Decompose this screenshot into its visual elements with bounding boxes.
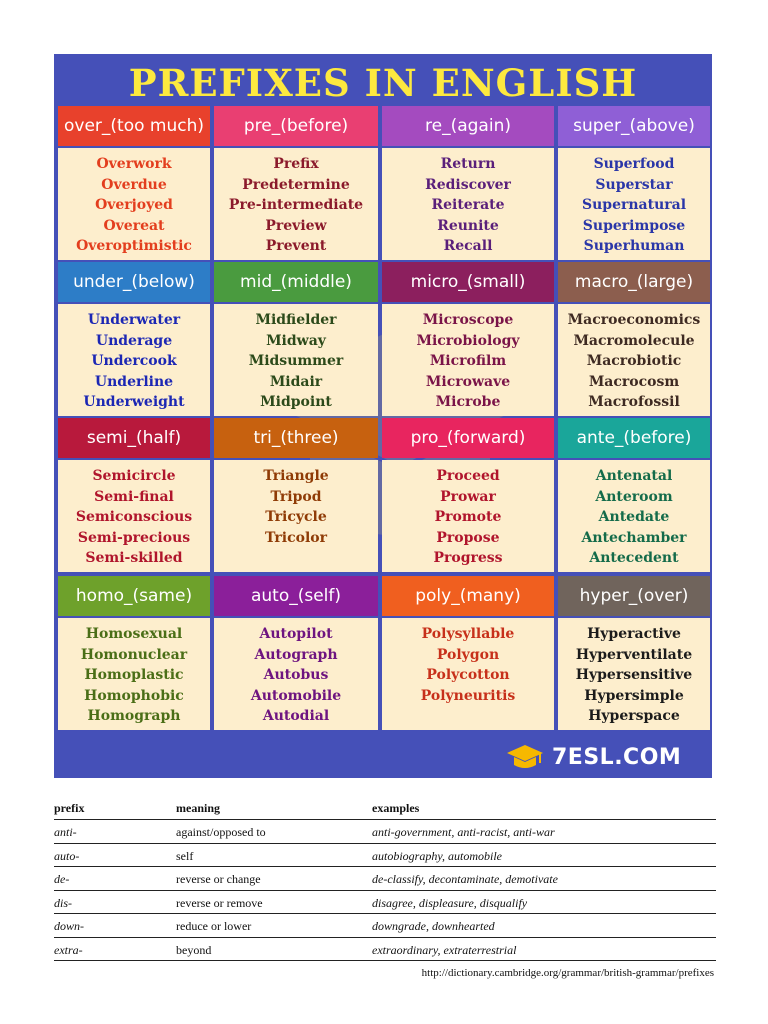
example-word: Semi-skilled [85,550,183,566]
prefix-header: hyper_(over) [558,576,710,616]
prefix-header: under_(below) [58,262,210,302]
example-word: Midsummer [248,353,344,369]
example-word: Rediscover [425,176,511,193]
example-word: Hypersimple [584,687,684,704]
example-word: Macrofossil [588,394,680,410]
prefix-header: poly_(many) [382,576,554,616]
example-word: Supernatural [581,197,687,213]
example-word: Microwave [425,373,511,390]
example-word: Macromolecule [573,332,695,349]
example-word: Homophobic [84,687,184,704]
example-word: Triangle [263,468,329,484]
examples-cell: anti-government, anti-racist, anti-war [372,825,555,839]
example-word: Homograph [87,708,181,724]
prefix-cell: de- [54,872,70,886]
example-word: Propose [436,529,500,546]
example-word: Polycotton [426,667,510,683]
prefix-header: micro_(small) [382,262,554,302]
example-word: Overoptimistic [76,238,192,254]
example-word: Tricycle [265,509,327,525]
example-words-panel [58,304,210,416]
table-row [54,844,716,868]
example-word: Autograph [254,646,338,663]
table-row [54,914,716,938]
example-word: Overjoyed [95,197,173,213]
example-word: Overeat [103,217,165,234]
example-word: Recall [443,238,493,254]
example-words-panel [58,618,210,730]
examples-cell: de-classify, decontaminate, demotivate [372,872,558,886]
prefix-header: macro_(large) [558,262,710,302]
example-word: Antecedent [589,550,679,566]
prefix-header: mid_(middle) [214,262,378,302]
example-words-panel [382,304,554,416]
example-word: Reunite [437,217,499,234]
example-word: Superfood [593,156,675,172]
example-word: Progress [433,550,503,566]
table-header-row [54,796,716,820]
example-words-panel [214,148,378,260]
meaning-cell: against/opposed to [176,825,266,839]
example-word: Macrocosm [588,373,680,390]
example-word: Microbiology [416,332,520,349]
example-word: Semicircle [92,468,176,484]
column-header-meaning: meaning [176,801,221,815]
example-word: Overdue [101,176,167,193]
example-word: Superimpose [582,217,686,234]
prefix-cell: down- [54,919,84,933]
example-word: Tricolor [265,529,327,546]
example-word: Antechamber [581,529,687,546]
example-words-panel [558,148,710,260]
example-word: Macroeconomics [567,312,701,328]
table-row [54,891,716,915]
example-words-panel [382,148,554,260]
example-word: Polygon [436,646,500,663]
example-word: Overwork [96,156,172,172]
example-word: Antenatal [595,468,673,484]
example-word: Midway [266,332,326,349]
example-word: Midfielder [255,312,337,328]
brand-logo[interactable] [506,742,696,772]
example-word: Reiterate [431,197,505,213]
prefix-header: pro_(forward) [382,418,554,458]
column-header-examples: examples [372,801,420,815]
prefix-header: auto_(self) [214,576,378,616]
examples-cell: extraordinary, extraterrestrial [372,942,517,957]
example-word: Hyperspace [588,708,680,724]
example-word: Prevent [265,238,327,254]
prefix-header: semi_(half) [58,418,210,458]
example-word: Polysyllable [421,626,515,642]
prefix-poster [54,54,712,778]
poster-title: PREFIXES IN ENGLISH [128,61,638,105]
example-word: Prowar [440,488,496,505]
meaning-cell: self [176,848,194,863]
example-word: Predetermine [242,176,350,193]
prefix-cell: anti- [54,825,77,839]
example-word: Promote [434,509,502,525]
prefix-reference-table [54,796,716,961]
source-link[interactable]: http://dictionary.cambridge.org/grammar/british-grammar/prefixes [421,967,714,979]
prefix-header: super_(above) [558,106,710,146]
example-word: Underline [94,373,174,390]
graduation-cap-icon [506,743,544,771]
example-word: Hyperventilate [575,646,693,663]
example-word: Autodial [262,708,330,724]
examples-cell: autobiography, automobile [372,848,502,863]
example-word: Return [440,156,496,172]
examples-cell: downgrade, downhearted [372,919,495,933]
example-word: Semiconscious [75,509,193,525]
prefix-header: pre_(before) [214,106,378,146]
prefix-header: re_(again) [382,106,554,146]
example-word: Midpoint [260,394,332,410]
example-words-panel [214,304,378,416]
table-row [54,820,716,844]
example-word: Superhuman [583,238,685,254]
example-word: Homoplastic [84,667,184,683]
example-word: Autobus [263,667,329,683]
example-word: Midair [269,373,323,390]
example-word: Hypersensitive [575,667,693,683]
example-word: Autopilot [259,626,333,642]
example-word: Microscope [422,312,514,328]
example-word: Polyneuritis [420,687,516,704]
examples-cell: disagree, displeasure, disqualify [372,895,528,910]
table-row [54,867,716,891]
example-word: Underwater [87,312,181,328]
example-word: Preview [265,217,327,234]
example-word: Automobile [250,687,342,704]
prefix-cell: extra- [54,942,83,957]
example-word: Semi-final [94,488,174,505]
example-words-panel [558,618,710,730]
example-word: Homonuclear [80,646,188,663]
example-words-panel [214,618,378,730]
example-word: Antedate [598,509,670,525]
example-word: Prefix [273,156,319,172]
example-word: Semi-precious [77,529,191,546]
example-words-panel [382,618,554,730]
table-row [54,938,716,962]
meaning-cell: reverse or change [176,872,261,886]
example-words-panel [58,460,210,572]
example-word: Anteroom [595,488,673,505]
column-header-prefix: prefix [54,801,85,815]
prefix-cell: auto- [54,848,80,863]
example-word: Undercook [91,353,177,369]
meaning-cell: reverse or remove [176,895,263,910]
prefix-cell: dis- [54,895,72,910]
example-words-panel [214,460,378,572]
meaning-cell: beyond [176,942,212,957]
example-word: Microfilm [429,353,507,369]
prefix-header: ante_(before) [558,418,710,458]
example-words-panel [558,460,710,572]
example-word: Underage [95,332,173,349]
example-words-panel [558,304,710,416]
example-word: Tripod [270,488,322,505]
example-word: Pre-intermediate [228,197,364,213]
meaning-cell: reduce or lower [176,919,252,933]
example-word: Proceed [436,468,500,484]
example-word: Superstar [595,176,673,193]
brand-name: 7ESL.COM [552,744,682,770]
example-words-panel [382,460,554,572]
example-word: Underweight [83,394,185,410]
example-word: Microbe [435,394,501,410]
example-word: Hyperactive [587,626,681,642]
example-word: Macrobiotic [586,353,682,369]
example-word: Homosexual [85,626,183,642]
example-words-panel [58,148,210,260]
prefix-header: homo_(same) [58,576,210,616]
prefix-header: over_(too much) [58,106,210,146]
prefix-header: tri_(three) [214,418,378,458]
